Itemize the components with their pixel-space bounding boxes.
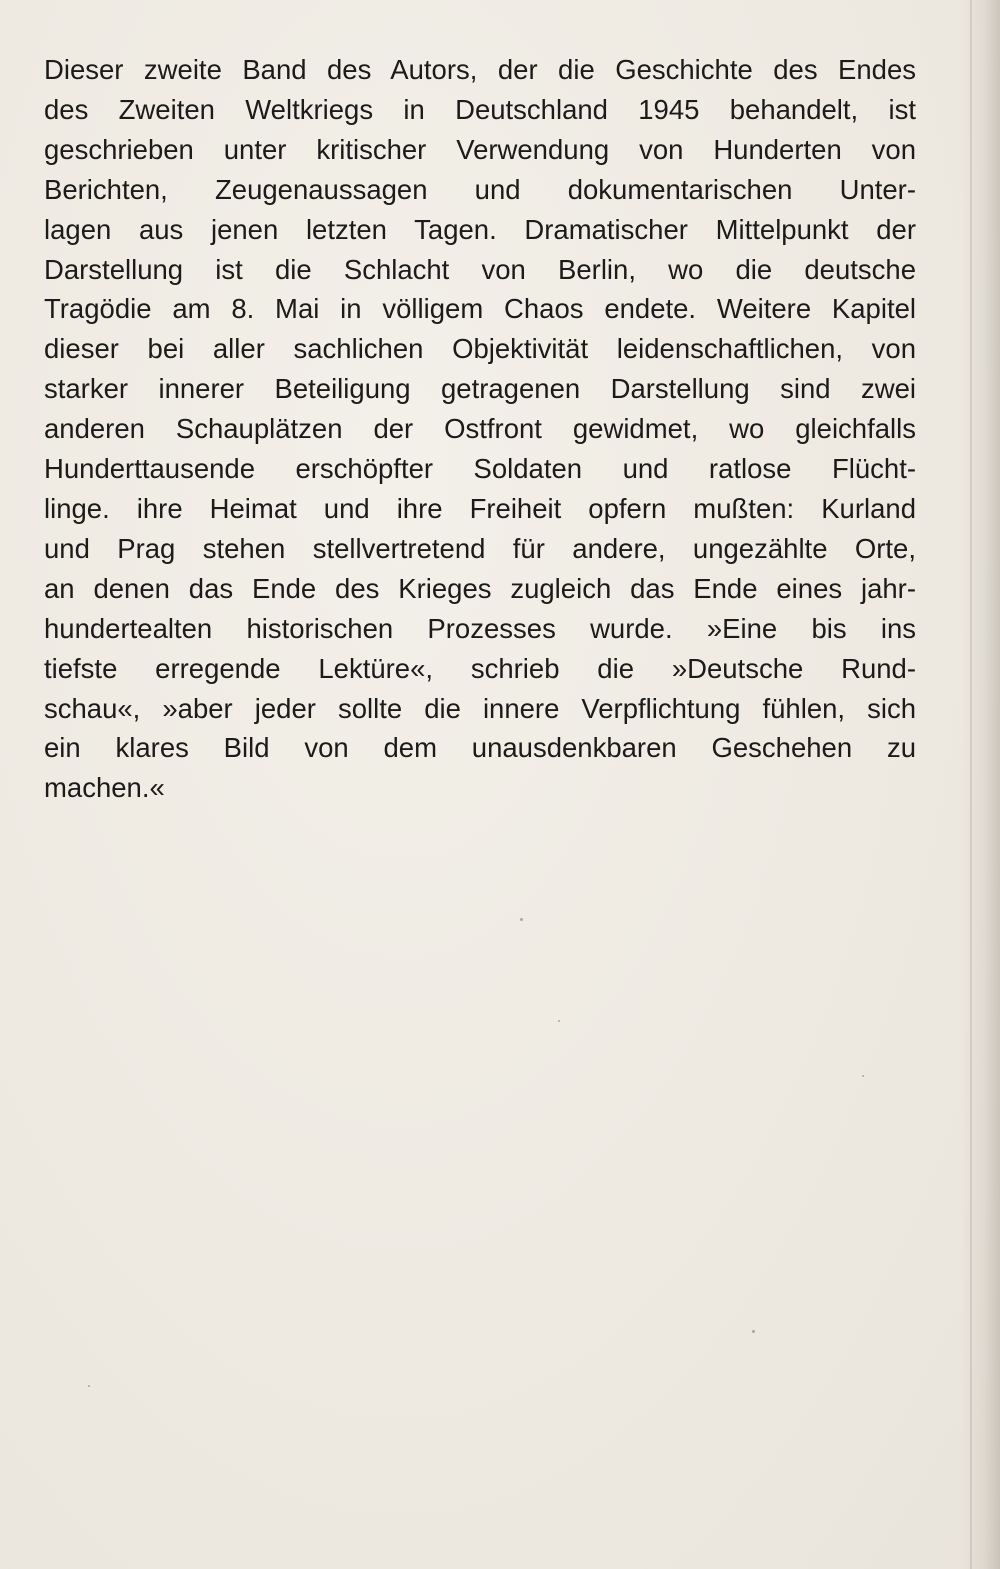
blurb-line: schau«, »aber jeder sollte die innere Verpflichtung fühlen, sich xyxy=(44,692,916,724)
blurb-line: dieser bei aller sachlichen Objektivität leidenschaftlichen, von xyxy=(44,333,916,365)
blurb-line: ein klares Bild von dem unausdenkbaren Geschehen zu xyxy=(44,732,916,764)
blurb-line: an denen das Ende des Krieges zugleich das Ende eines jahr- xyxy=(44,572,916,604)
blurb-line: Dieser zweite Band des Autors, der die Geschichte des Endes xyxy=(44,54,916,85)
blurb-line: Darstellung ist die Schlacht von Berlin, wo die deutsche xyxy=(44,253,916,285)
blurb-line: Tragödie am 8. Mai in völligem Chaos endete. Weitere Kapitel xyxy=(44,293,916,325)
blurb-line: Hunderttausende erschöpfter Soldaten und ratlose Flücht- xyxy=(44,453,916,485)
paper-speck xyxy=(520,918,523,921)
blurb-line: tiefste erregende Lektüre«, schrieb die »Deutsche Rund- xyxy=(44,652,916,684)
paper-speck xyxy=(862,1075,864,1077)
blurb-line: geschrieben unter kritischer Verwendung von Hunderten von xyxy=(44,133,916,165)
cover-edge-shadow xyxy=(960,0,1000,1569)
blurb-line: des Zweiten Weltkriegs in Deutschland 1945 behandelt, ist xyxy=(44,93,916,125)
blurb-line: anderen Schauplätzen der Ostfront gewidmet, wo gleichfalls xyxy=(44,413,916,445)
blurb-line: hundertealten historischen Prozesses wurde. »Eine bis ins xyxy=(44,612,916,644)
blurb-line: starker innerer Beteiligung getragenen Darstellung sind zwei xyxy=(44,373,916,405)
blurb-line: und Prag stehen stellvertretend für andere, ungezählte Orte, xyxy=(44,532,916,564)
paper-speck xyxy=(558,1020,560,1022)
blurb-paragraph xyxy=(44,50,916,808)
blurb-line: Berichten, Zeugenaussagen und dokumentarischen Unter- xyxy=(44,173,916,205)
blurb-line: lagen aus jenen letzten Tagen. Dramatischer Mittelpunkt der xyxy=(44,213,916,245)
paper-speck xyxy=(88,1385,90,1387)
paper-speck xyxy=(752,1330,755,1333)
blurb-line-last: machen.« xyxy=(44,772,165,804)
blurb-line: linge. ihre Heimat und ihre Freiheit opfern mußten: Kurland xyxy=(44,492,916,524)
